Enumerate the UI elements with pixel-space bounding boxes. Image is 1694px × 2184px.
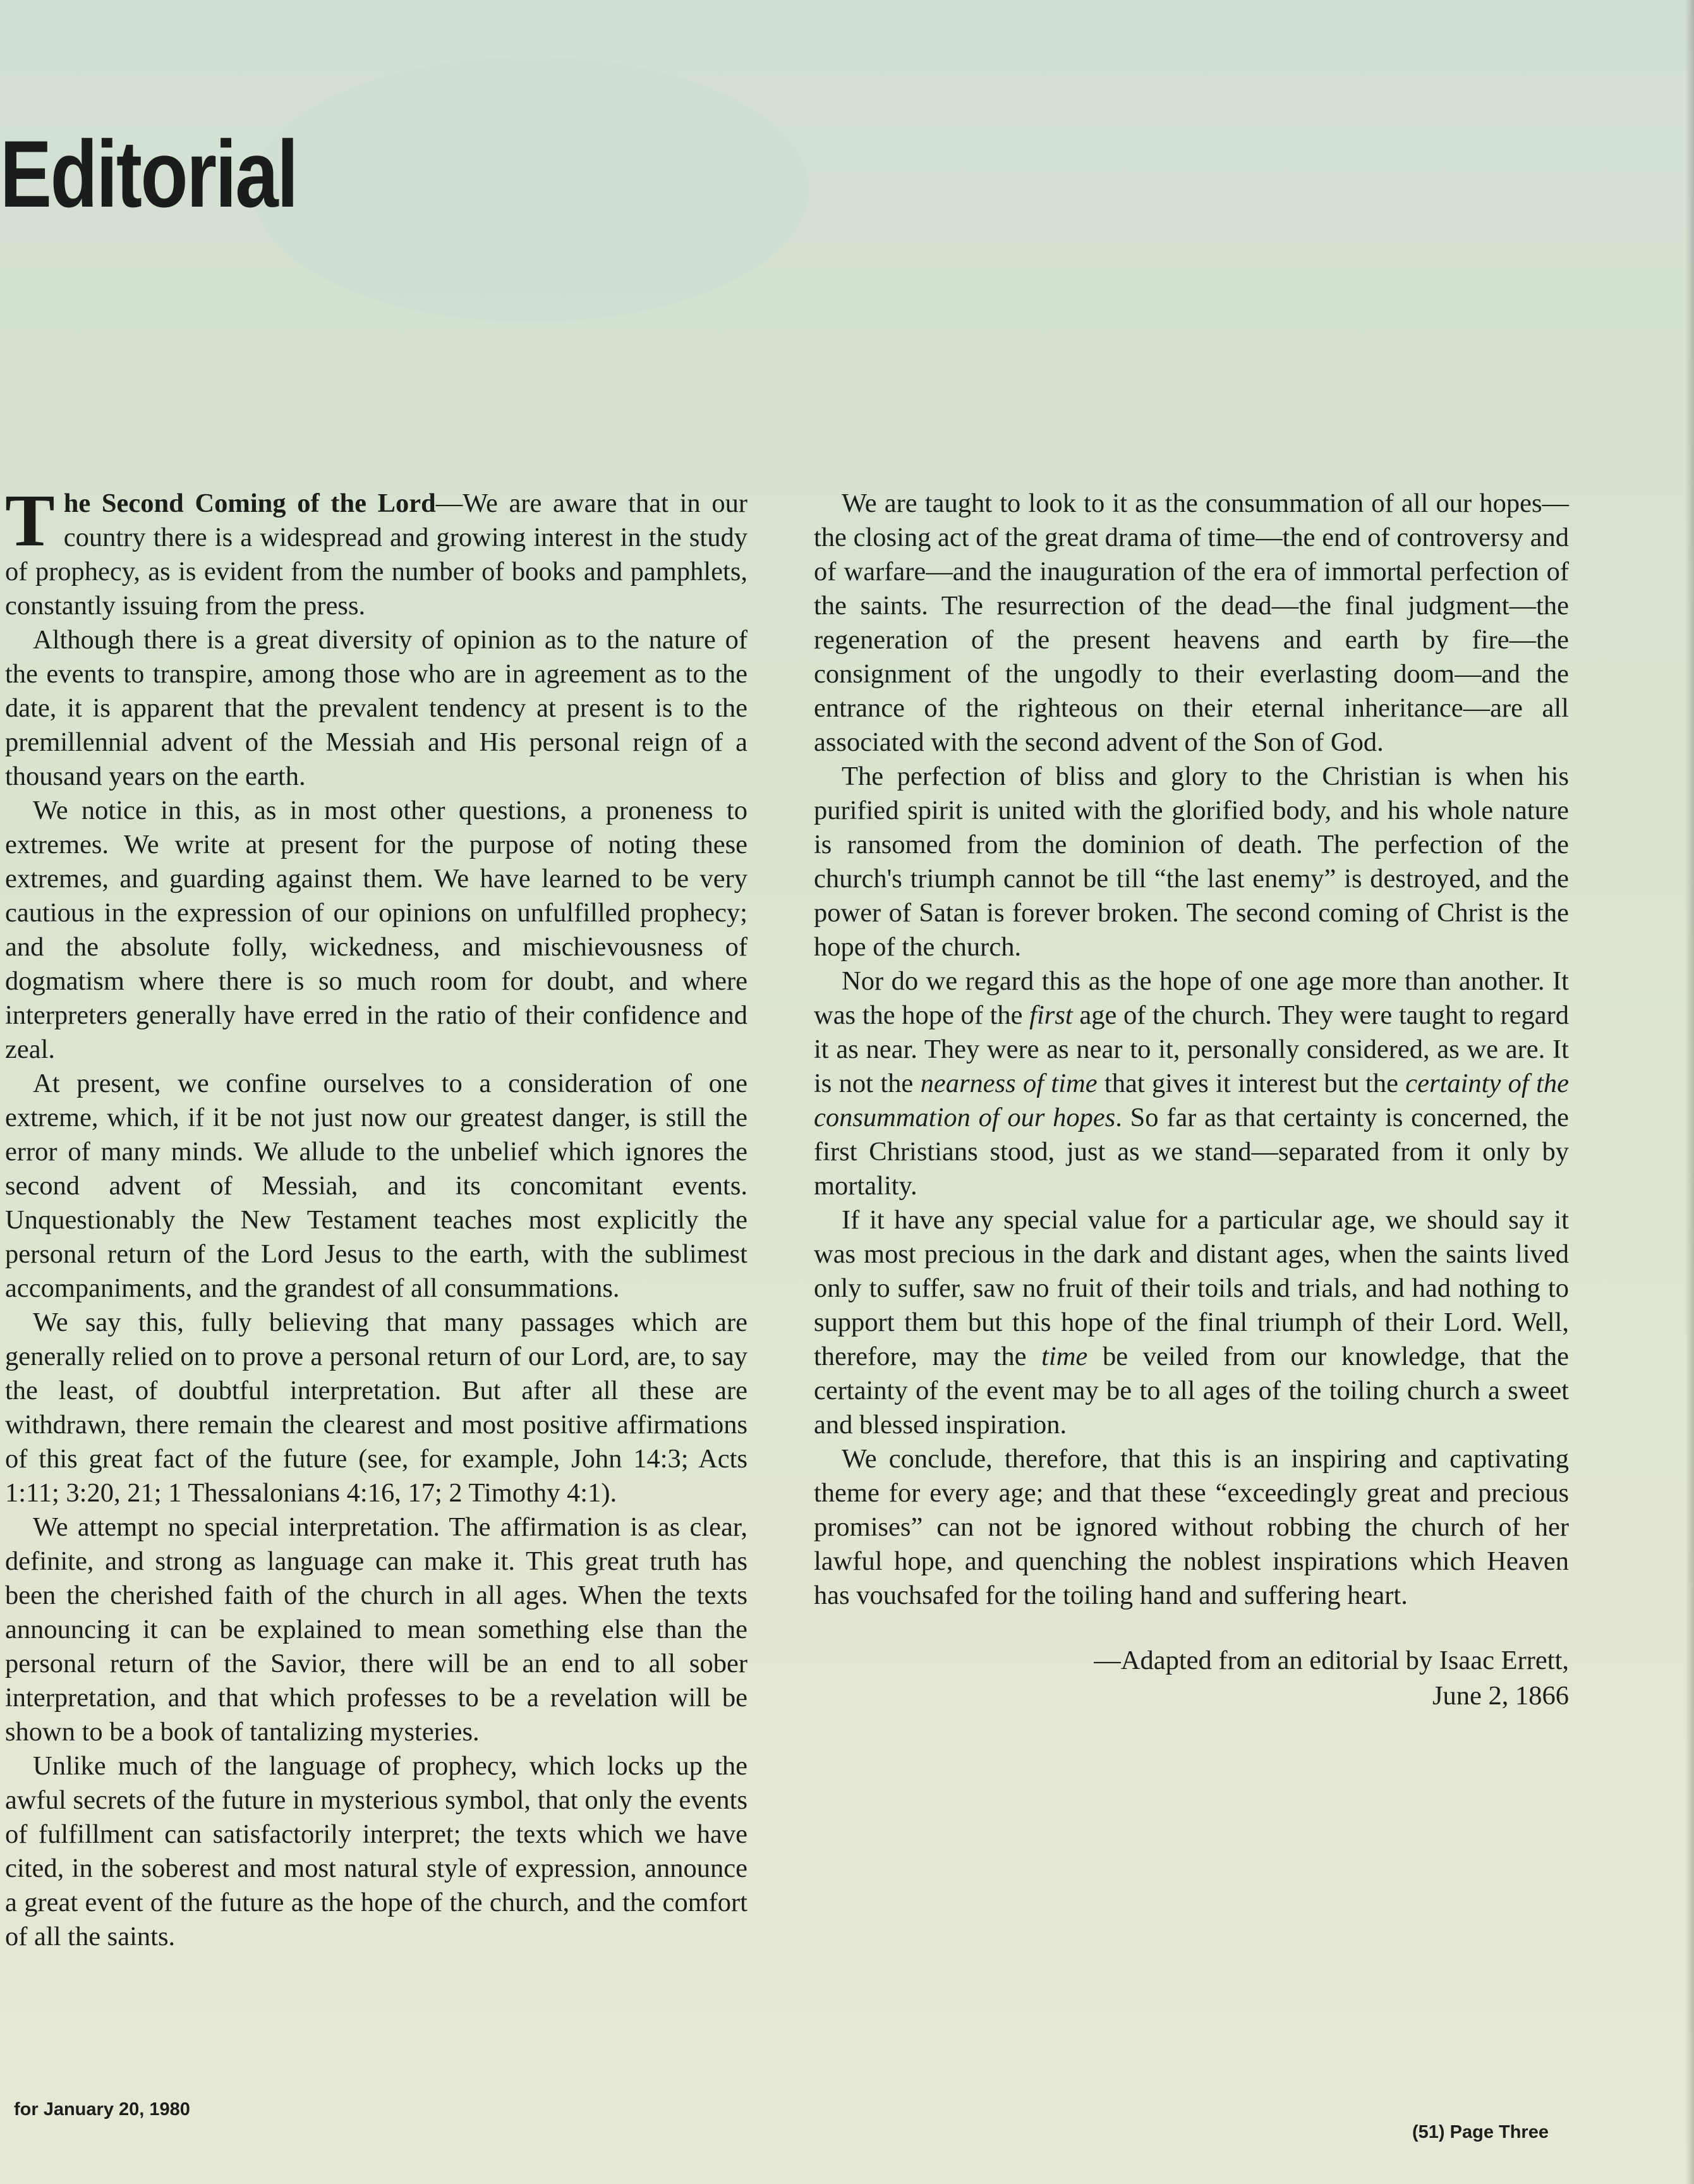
right-column (814, 487, 1569, 1714)
attribution-author: —Adapted from an editorial by Isaac Errett, (1094, 1646, 1569, 1675)
left-column (5, 479, 747, 1954)
intro-text: —We are aware that in our country there is a widespread and growing interest in the study of prophecy, as is evident from the number of books and pamphlets, constantly issuing from the press. (5, 488, 747, 621)
paragraph-text: . So far as that certainty is concerned, the first Christians stood, just as we stand—separated from it only by mortality. (814, 1103, 1569, 1201)
paragraph-text: that gives it interest but the (1097, 1069, 1406, 1098)
paragraph: Although there is a great diversity of opinion as to the nature of the events to transpire, among those who are in agreement as to the date, it is apparent that the prevalent tendency at present is to the premillennial advent of the Messiah and His personal reign of a thousand years on the earth. (5, 625, 747, 791)
paragraph: At present, we confine ourselves to a consideration of one extreme, which, if it be not just now our greatest danger, is still the error of many minds. We allude to the unbelief which ignores the second advent of Messiah, and its concomitant events. Unquestionably the New Testament teaches most explicitly the personal return of the Lord Jesus to the earth, with the sublimest accompaniments, and the grandest of all consummations. (5, 1069, 747, 1303)
attribution (814, 1643, 1569, 1714)
paragraph: We say this, fully believing that many passages which are generally relied on to prove a personal return of our Lord, are, to say the least, of doubtful interpretation. But after all these are withdrawn, there remain the clearest and most positive affirmations of this great fact of the future (see, for example, John 14:3; Acts 1:11; 3:20, 21; 1 Thessalonians 4:16, 17; 2 Timothy 4:1). (5, 1307, 747, 1508)
paragraph: We conclude, therefore, that this is an inspiring and captivating theme for every age; and that these “exceedingly great and precious promises” can not be ignored without robbing the church of her lawful hope, and quenching the noblest inspirations which Heaven has vouchsafed for the toiling hand and suffering heart. (814, 1444, 1569, 1610)
background-watermark-shape (253, 57, 809, 322)
intro-paragraph (5, 479, 747, 623)
attribution-date: June 2, 1866 (1432, 1681, 1569, 1711)
paragraph: We notice in this, as in most other questions, a proneness to extremes. We write at present for the purpose of noting these extremes, and guarding against them. We have learned to be very cautious in the expression of our opinions on unfulfilled prophecy; and the absolute folly, wickedness, and mischievousness of dogmatism where there is so much room for doubt, and where interpreters generally have erred in the ratio of their confidence and zeal. (5, 796, 747, 1064)
page-title: Editorial (0, 121, 297, 227)
footer-issue-date: for January 20, 1980 (14, 2099, 190, 2120)
article-lead: he Second Coming of the Lord (63, 488, 436, 518)
paragraph-text: age of the church. They were taught to regard it as near. They were as near to it, personally considered, as we are. It is not the (814, 1000, 1569, 1098)
paragraph-text: Nor do we regard this as the hope of one age more than another. It was the hope of the (814, 966, 1569, 1030)
paragraph: We are taught to look to it as the consummation of all our hopes—the closing act of the great drama of time—the end of controversy and of warfare—and the inauguration of the era of immortal perfection of the saints. The resurrection of the dead—the final judgment—the regeneration of the present heavens and earth by fire—the consignment of the ungodly to their everlasting doom—and the entrance of the righteous on their eternal inheritance—are all associated with the second advent of the Son of God. (814, 488, 1569, 757)
footer-page-number: (51) Page Three (1412, 2122, 1549, 2142)
paragraph: Unlike much of the language of prophecy, which locks up the awful secrets of the future in mysterious symbol, that only the events of fulfillment can satisfactorily interpret; the texts which we have cited, in the soberest and most natural style of expression, announce a great event of the future as the hope of the church, and the comfort of all the saints. (5, 1751, 747, 1951)
emphasis-nearness: nearness of time (920, 1069, 1098, 1098)
paragraph (814, 1203, 1569, 1442)
paragraph-text: If it have any special value for a particular age, we should say it was most precious in the dark and distant ages, when the saints lived only to suffer, saw no fruit of their toils and trials, and had nothing to support them but this hope of the final triumph of their Lord. Well, therefore, may the (814, 1205, 1569, 1371)
emphasis-time: time (1041, 1342, 1088, 1371)
paragraph-text: be veiled from our knowledge, that the certainty of the event may be to all ages of the toiling church a sweet and blessed inspiration. (814, 1342, 1569, 1440)
paragraph (814, 964, 1569, 1203)
emphasis-certainty: certainty of the consummation of our hopes (814, 1069, 1569, 1132)
drop-cap: T (5, 479, 55, 562)
page-edge-shadow (1685, 0, 1694, 2184)
emphasis-first: first (1029, 1000, 1073, 1030)
paragraph: We attempt no special interpretation. The affirmation is as clear, definite, and strong as language can make it. This great truth has been the cherished faith of the church in all ages. When the texts announcing it can be explained to mean something else than the personal return of the Savior, there will be an end to all sober interpretation, and that which professes to be a revelation will be shown to be a book of tantalizing mysteries. (5, 1512, 747, 1747)
paragraph: The perfection of bliss and glory to the Christian is when his purified spirit is united with the glorified body, and his whole nature is ransomed from the dominion of death. The perfection of the church's triumph cannot be till “the last enemy” is destroyed, and the power of Satan is forever broken. The second coming of Christ is the hope of the church. (814, 761, 1569, 962)
